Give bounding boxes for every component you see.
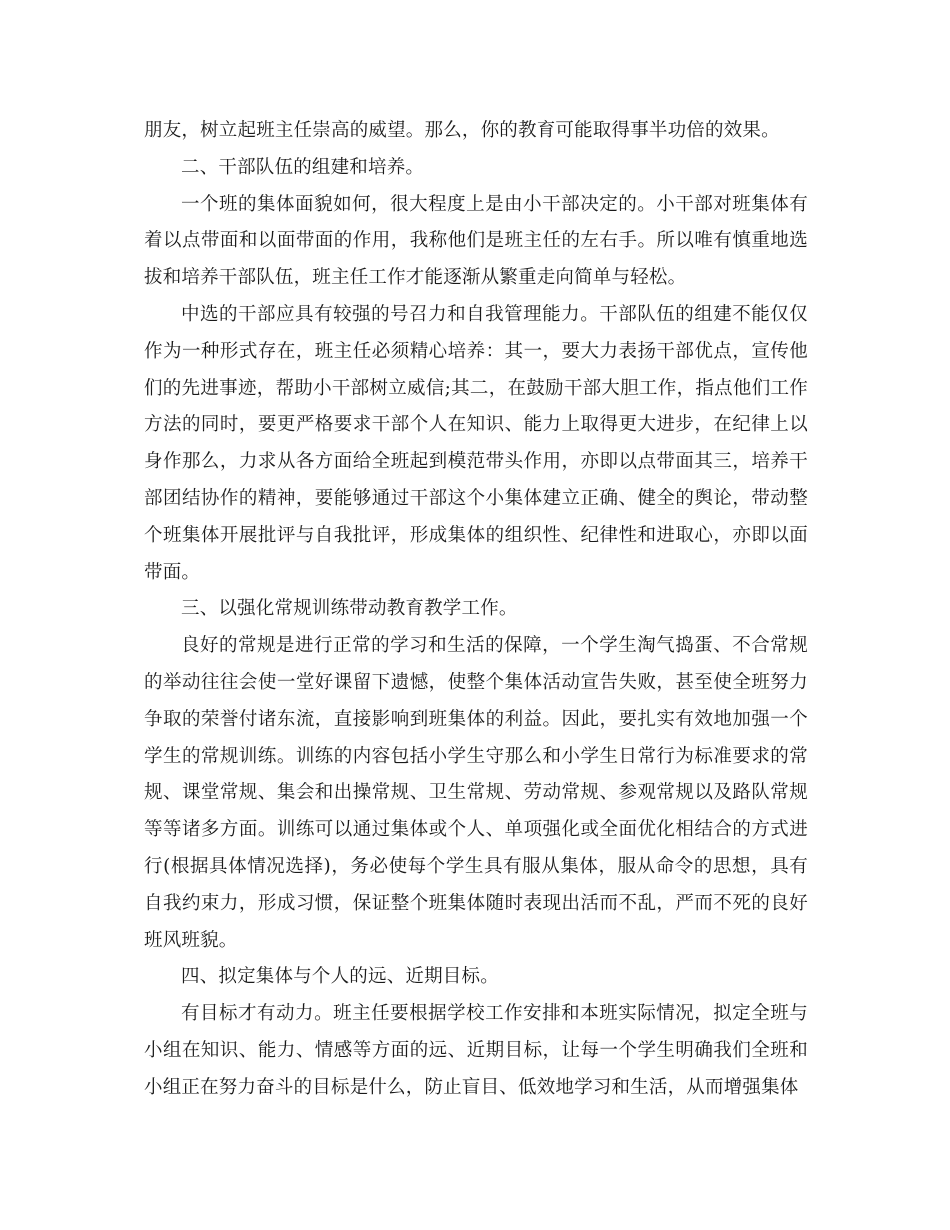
paragraph-continuation: 朋友，树立起班主任崇高的威望。那么，你的教育可能取得事半功倍的效果。: [144, 120, 780, 141]
paragraph: 中选的干部应具有较强的号召力和自我管理能力。干部队伍的组建不能仅仅作为一种形式存在，班主任必须精心培养：其一，要大力表扬干部优点，宣传他们的先进事迹，帮助小干部树立威信;其二，在鼓励干部大胆工作，指点他们工作方法的同时，要更严格要求干部个人在知识、能力上取得更大进步，在纪律上以身作那么，力求从各方面给全班起到模范带头作用，亦即以点带面其三，培养干部团结协作的精神，要能够通过干部这个小集体建立正确、健全的舆论，带动整个班集体开展批评与自我批评，形成集体的组织性、纪律性和进取心，亦即以面带面。: [144, 303, 808, 583]
paragraph: 一个班的集体面貌如何，很大程度上是由小干部决定的。小干部对班集体有着以点带面和以面带面的作用，我称他们是班主任的左右手。所以唯有慎重地选拔和培养干部队伍，班主任工作才能逐渐从繁重走向简单与轻松。: [144, 193, 808, 289]
section-heading-4: 四、拟定集体与个人的远、近期目标。: [181, 966, 499, 988]
paragraph: 良好的常规是进行正常的学习和生活的保障，一个学生淘气捣蛋、不合常规的举动往往会使一堂好课留下遗憾，使整个集体活动宣告失败，甚至使全班努力争取的荣誉付诸东流，直接影响到班集体的利益。因此，要扎实有效地加强一个学生的常规训练。训练的内容包括小学生守那么和小学生日常行为标准要求的常规、课堂常规、集会和出操常规、卫生常规、劳动常规、参观常规以及路队常规等等诸多方面。训练可以通过集体或个人、单项强化或全面优化相结合的方式进行(根据具体情况选择)，务必使每个学生具有服从集体，服从命令的思想，具有自我约束力，形成习惯，保证整个班集体随时表现出活而不乱，严而不死的良好班风班貌。: [144, 635, 808, 951]
document-body: [144, 113, 808, 1107]
paragraph: 有目标才有动力。班主任要根据学校工作安排和本班实际情况，拟定全班与小组在知识、能力、情感等方面的远、近期目标，让每一个学生明确我们全班和小组正在努力奋斗的目标是什么，防止盲目、低效地学习和生活，从而增强集体: [144, 1003, 808, 1098]
section-heading-3: 三、以强化常规训练带动教育教学工作。: [181, 598, 518, 620]
section-heading-2: 二、干部队伍的组建和培养。: [181, 156, 425, 178]
